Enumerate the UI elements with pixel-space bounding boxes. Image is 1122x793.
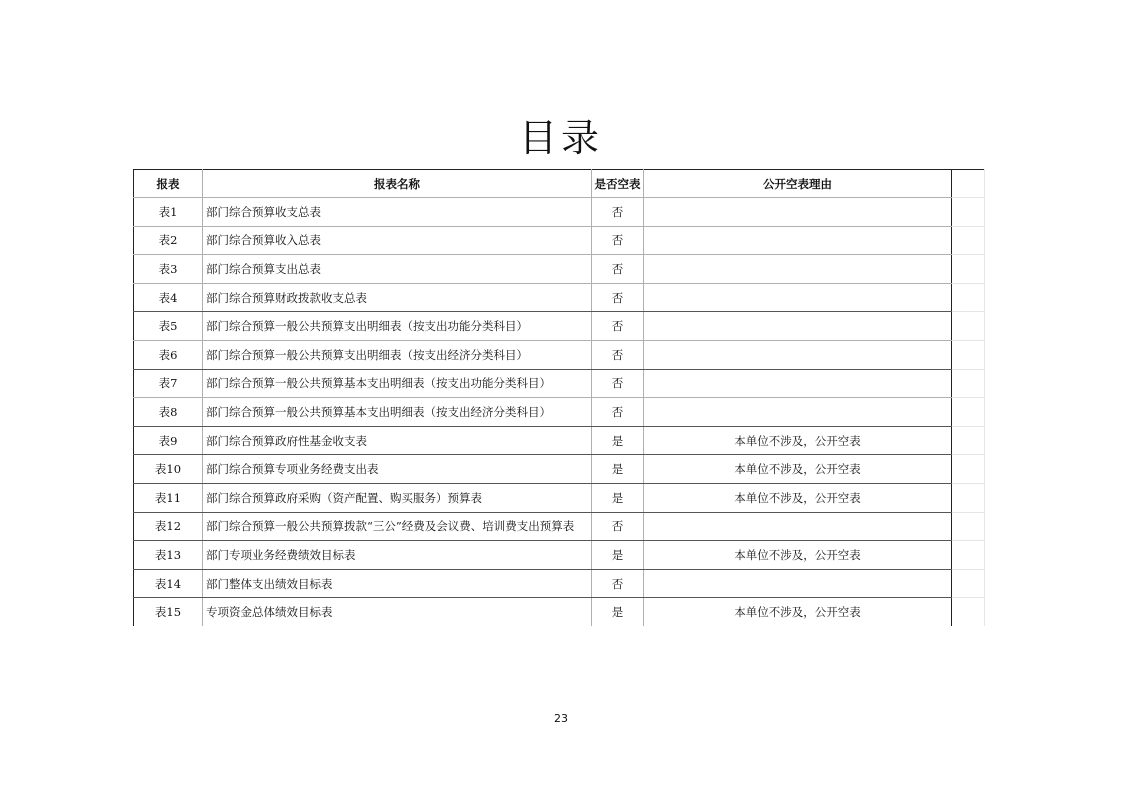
page-number: 23: [554, 712, 568, 725]
table-row: [134, 455, 985, 484]
row-empty: 是: [592, 455, 644, 484]
row-name: 部门综合预算一般公共预算支出明细表（按支出功能分类科目）: [203, 312, 592, 341]
row-spacer: [952, 369, 985, 398]
row-empty: 否: [592, 369, 644, 398]
table-row: [134, 312, 985, 341]
table-header-row: [134, 170, 985, 198]
row-name: 部门综合预算政府性基金收支表: [203, 426, 592, 455]
row-reason: [644, 398, 952, 427]
row-reason: [644, 369, 952, 398]
row-reason: [644, 312, 952, 341]
row-name: 部门综合预算财政拨款收支总表: [203, 283, 592, 312]
row-name: 部门综合预算政府采购（资产配置、购买服务）预算表: [203, 483, 592, 512]
table-row: [134, 426, 985, 455]
row-name: 部门综合预算支出总表: [203, 255, 592, 284]
header-name: 报表名称: [203, 170, 592, 198]
row-id: 表5: [134, 312, 203, 341]
row-reason: 本单位不涉及，公开空表: [644, 483, 952, 512]
row-id: 表3: [134, 255, 203, 284]
table-row: [134, 340, 985, 369]
row-reason: [644, 512, 952, 541]
row-empty: 是: [592, 541, 644, 570]
row-empty: 否: [592, 398, 644, 427]
page-title: 目录: [518, 116, 603, 160]
row-id: 表8: [134, 398, 203, 427]
row-reason: [644, 226, 952, 255]
row-empty: 是: [592, 483, 644, 512]
header-spacer: [952, 170, 985, 198]
row-name: 部门综合预算收支总表: [203, 198, 592, 227]
row-name: 专项资金总体绩效目标表: [203, 598, 592, 626]
row-name: 部门综合预算一般公共预算支出明细表（按支出经济分类科目）: [203, 340, 592, 369]
header-reason: 公开空表理由: [644, 170, 952, 198]
catalog-table: [133, 169, 985, 626]
table-row: [134, 369, 985, 398]
row-id: 表1: [134, 198, 203, 227]
table-row: [134, 198, 985, 227]
row-reason: 本单位不涉及，公开空表: [644, 598, 952, 626]
row-id: 表4: [134, 283, 203, 312]
row-name: 部门综合预算一般公共预算拨款“三公”经费及会议费、培训费支出预算表: [203, 512, 592, 541]
row-name: 部门综合预算一般公共预算基本支出明细表（按支出功能分类科目）: [203, 369, 592, 398]
row-empty: 否: [592, 226, 644, 255]
row-reason: [644, 283, 952, 312]
header-id: 报表: [134, 170, 203, 198]
row-spacer: [952, 340, 985, 369]
row-empty: 否: [592, 569, 644, 598]
row-empty: 否: [592, 312, 644, 341]
row-spacer: [952, 598, 985, 626]
row-name: 部门整体支出绩效目标表: [203, 569, 592, 598]
row-empty: 否: [592, 512, 644, 541]
table-row: [134, 255, 985, 284]
table-row: [134, 226, 985, 255]
row-spacer: [952, 569, 985, 598]
row-empty: 否: [592, 340, 644, 369]
row-id: 表6: [134, 340, 203, 369]
table-row: [134, 283, 985, 312]
row-reason: 本单位不涉及，公开空表: [644, 541, 952, 570]
row-id: 表2: [134, 226, 203, 255]
row-empty: 否: [592, 255, 644, 284]
row-id: 表13: [134, 541, 203, 570]
row-reason: [644, 340, 952, 369]
row-spacer: [952, 226, 985, 255]
row-spacer: [952, 198, 985, 227]
row-spacer: [952, 283, 985, 312]
row-name: 部门综合预算专项业务经费支出表: [203, 455, 592, 484]
row-spacer: [952, 255, 985, 284]
row-reason: [644, 255, 952, 284]
table-row: [134, 512, 985, 541]
row-id: 表14: [134, 569, 203, 598]
catalog-table-wrapper: [133, 169, 985, 626]
row-id: 表12: [134, 512, 203, 541]
table-row: [134, 569, 985, 598]
row-empty: 是: [592, 598, 644, 626]
row-reason: 本单位不涉及，公开空表: [644, 426, 952, 455]
row-spacer: [952, 426, 985, 455]
row-name: 部门综合预算一般公共预算基本支出明细表（按支出经济分类科目）: [203, 398, 592, 427]
row-empty: 否: [592, 198, 644, 227]
row-empty: 是: [592, 426, 644, 455]
row-spacer: [952, 541, 985, 570]
row-spacer: [952, 398, 985, 427]
row-spacer: [952, 455, 985, 484]
table-row: [134, 483, 985, 512]
table-row: [134, 398, 985, 427]
row-name: 部门专项业务经费绩效目标表: [203, 541, 592, 570]
row-empty: 否: [592, 283, 644, 312]
row-id: 表10: [134, 455, 203, 484]
row-spacer: [952, 512, 985, 541]
header-empty: 是否空表: [592, 170, 644, 198]
row-spacer: [952, 312, 985, 341]
row-name: 部门综合预算收入总表: [203, 226, 592, 255]
row-id: 表9: [134, 426, 203, 455]
table-row: [134, 598, 985, 626]
row-reason: [644, 198, 952, 227]
row-reason: 本单位不涉及，公开空表: [644, 455, 952, 484]
row-reason: [644, 569, 952, 598]
row-id: 表11: [134, 483, 203, 512]
table-row: [134, 541, 985, 570]
row-id: 表7: [134, 369, 203, 398]
row-id: 表15: [134, 598, 203, 626]
row-spacer: [952, 483, 985, 512]
